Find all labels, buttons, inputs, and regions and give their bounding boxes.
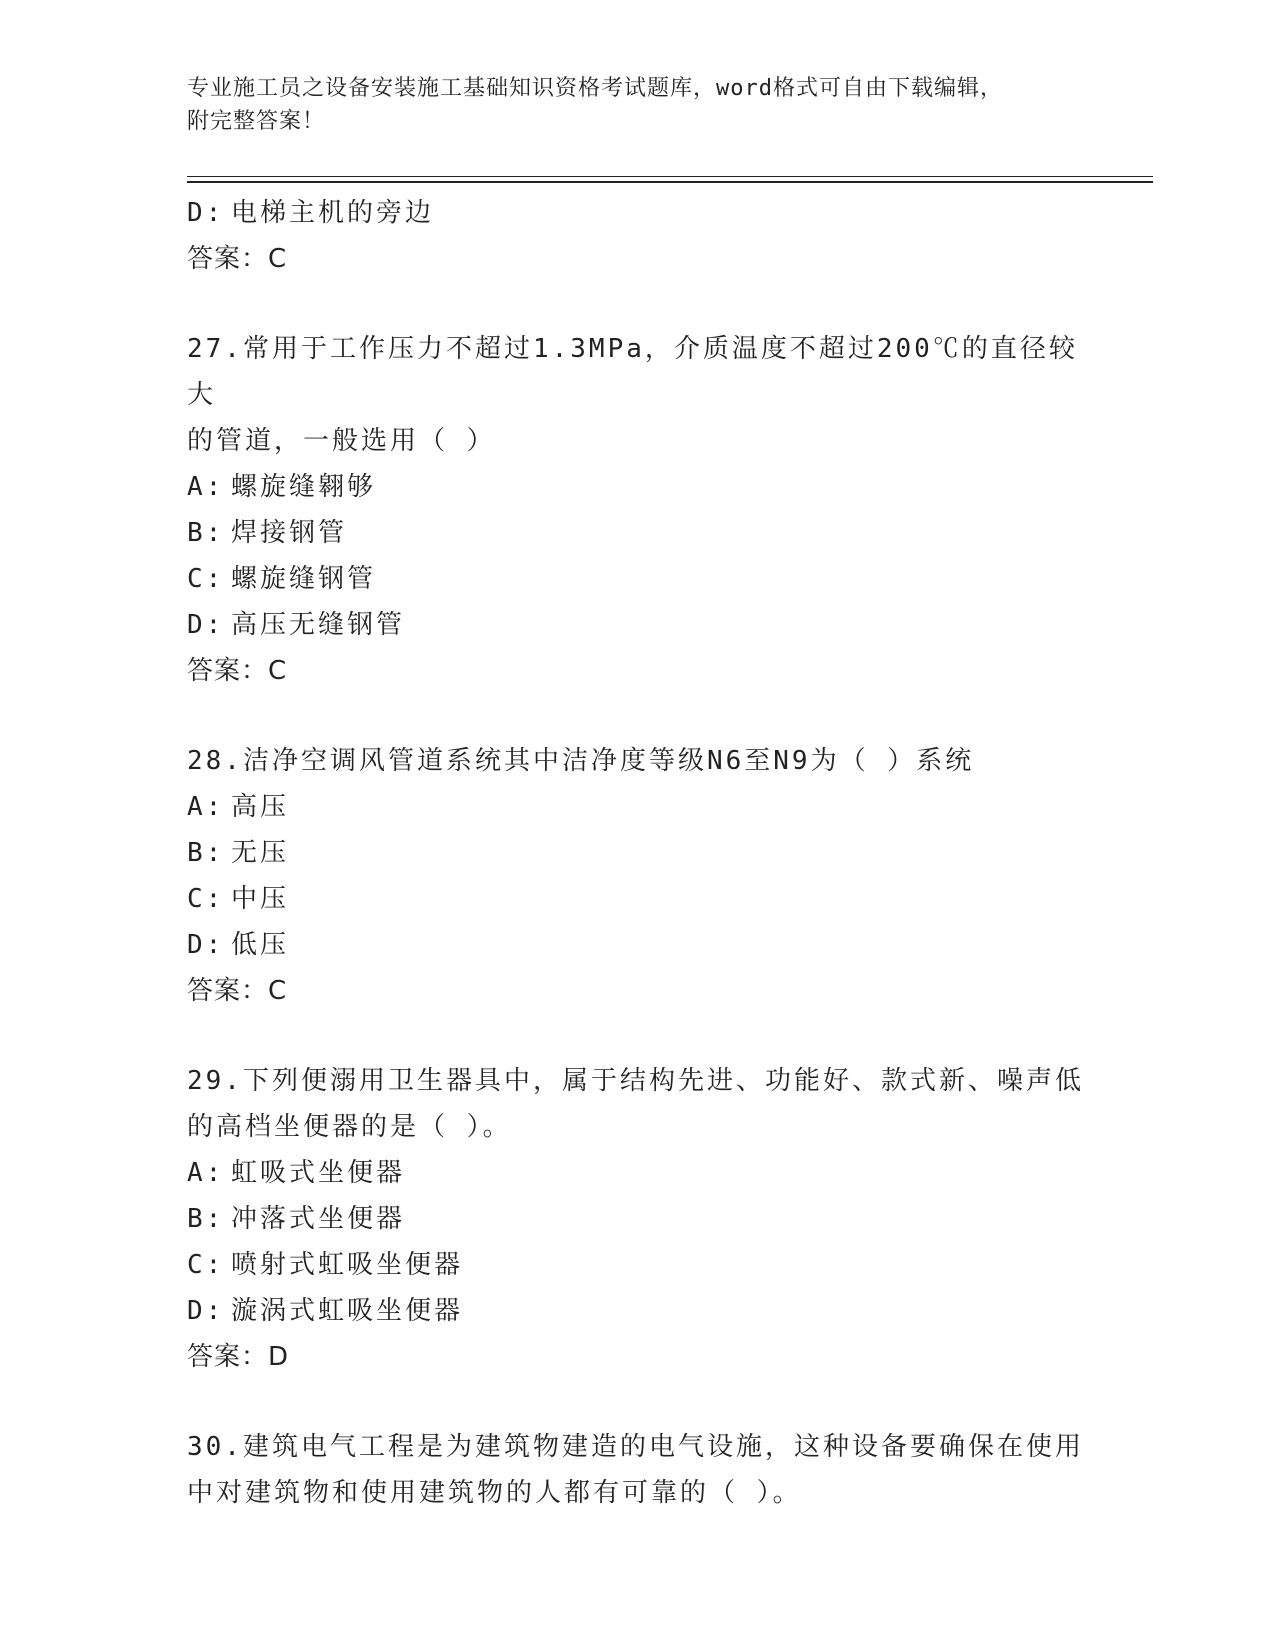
option-label: D: (187, 610, 225, 640)
option-label: B: (187, 518, 225, 548)
option-label: B: (187, 838, 225, 868)
option-d (187, 922, 1087, 968)
header-line-2: 附完整答案！ (187, 109, 326, 134)
answer: 答案：D (187, 1342, 290, 1372)
option-text: 虹吸式坐便器 (231, 1158, 406, 1188)
question-text-line-1: 27.常用于工作压力不超过1.3MPa，介质温度不超过200℃的直径较大 (187, 334, 1078, 410)
question-28 (187, 738, 1087, 1014)
option-label: A: (187, 1158, 225, 1188)
option-text: 螺旋缝翱够 (231, 472, 377, 502)
option-text: 漩涡式虹吸坐便器 (231, 1296, 464, 1326)
question-text-line-1: 29.下列便溺用卫生器具中，属于结构先进、功能好、款式新、噪声低 (187, 1066, 1084, 1096)
header-line-1: 专业施工员之设备安装施工基础知识资格考试题库，word格式可自由下载编辑， (187, 76, 1003, 101)
option-text: 高压 (231, 792, 290, 822)
header-divider-thick (187, 181, 1153, 183)
option-text: 冲落式坐便器 (231, 1204, 406, 1234)
option-label: D: (187, 930, 225, 960)
option-d (187, 1288, 1087, 1334)
option-c (187, 876, 1087, 922)
option-b (187, 510, 1087, 556)
option-label: C: (187, 884, 225, 914)
option-label: A: (187, 792, 225, 822)
option-b (187, 830, 1087, 876)
option-d (187, 602, 1087, 648)
option-text: 螺旋缝钢管 (231, 564, 377, 594)
question-text-line-1: 28.洁净空调风管道系统其中洁净度等级N6至N9为（ ）系统 (187, 746, 975, 776)
question-text-line-2: 中对建筑物和使用建筑物的人都有可靠的（ ）。 (187, 1478, 802, 1508)
option-label: D: (187, 1296, 225, 1326)
document-header (187, 72, 1067, 138)
option-label: B: (187, 1204, 225, 1234)
prev-option-d (187, 190, 1087, 236)
option-text: 电梯主机的旁边 (231, 198, 435, 228)
option-c (187, 1242, 1087, 1288)
option-a (187, 464, 1087, 510)
option-label: D: (187, 198, 225, 228)
header-divider-thin (187, 176, 1153, 177)
option-label: C: (187, 564, 225, 594)
answer: 答案：C (187, 656, 288, 686)
option-b (187, 1196, 1087, 1242)
option-a (187, 784, 1087, 830)
option-text: 高压无缝钢管 (231, 610, 406, 640)
prev-answer: 答案：C (187, 244, 288, 274)
question-text-line-1: 30.建筑电气工程是为建筑物建造的电气设施，这种设备要确保在使用 (187, 1432, 1084, 1462)
question-content (187, 190, 1087, 1516)
option-text: 低压 (231, 930, 290, 960)
option-label: C: (187, 1250, 225, 1280)
option-text: 中压 (231, 884, 290, 914)
option-text: 无压 (231, 838, 290, 868)
question-30 (187, 1424, 1087, 1516)
answer: 答案：C (187, 976, 288, 1006)
question-29 (187, 1058, 1087, 1380)
option-text: 喷射式虹吸坐便器 (231, 1250, 464, 1280)
option-c (187, 556, 1087, 602)
question-text-line-2: 的高档坐便器的是（ ）。 (187, 1112, 512, 1142)
option-a (187, 1150, 1087, 1196)
option-label: A: (187, 472, 225, 502)
option-text: 焊接钢管 (231, 518, 348, 548)
question-27 (187, 326, 1087, 694)
question-text-line-2: 的管道，一般选用（ ） (187, 426, 496, 456)
